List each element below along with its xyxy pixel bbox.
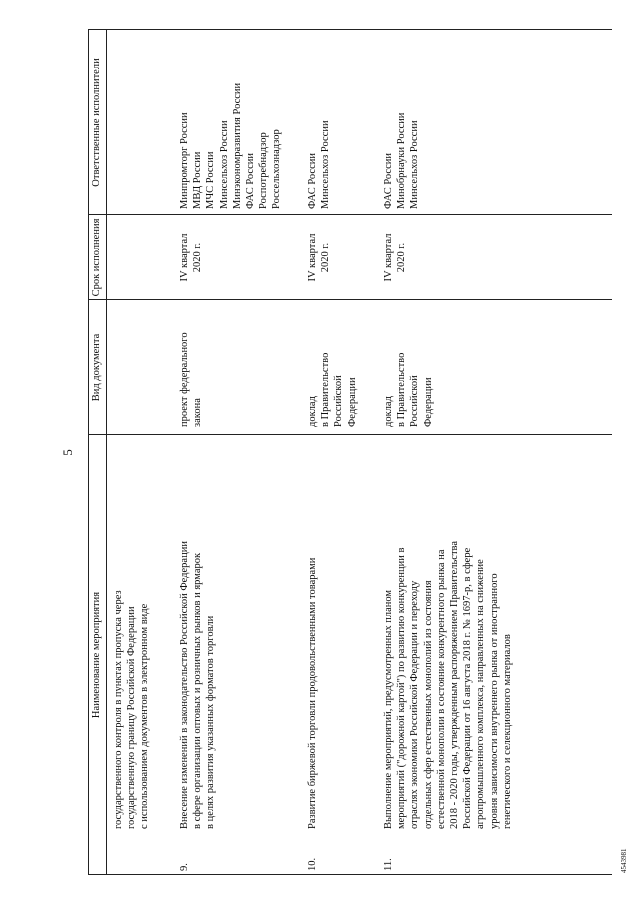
- header-deadline: Срок исполнения: [91, 218, 102, 297]
- row-name: Внесение изменений в законодательство Российской Федерации в сфере организации оптовых и розничных рынков и ярмарок в целях развития указанных форматов торговли: [179, 541, 217, 829]
- rotated-page: [60, 30, 628, 875]
- column-divider: [88, 299, 612, 300]
- row-deadline: IV квартал 2020 г.: [383, 233, 408, 282]
- column-divider: [88, 214, 612, 215]
- row-deadline: IV квартал 2020 г.: [179, 233, 204, 282]
- header-name: Наименование мероприятия: [91, 591, 102, 719]
- row-deadline: IV квартал 2020 г.: [307, 233, 332, 282]
- row-doc-type: проект федерального закона: [179, 332, 204, 427]
- row-number: 10.: [307, 857, 318, 871]
- table-border-left: [88, 874, 612, 875]
- row-executors: ФАС России Минобрнауки России Минсельхоз России: [383, 112, 421, 209]
- header-doc-type: Вид документа: [91, 333, 102, 402]
- row-executors: ФАС России Минсельхоз России: [307, 120, 332, 209]
- page-number: 5: [60, 449, 75, 456]
- row-executors: Минпромторг России МВД России МЧС России Минсельхоз России Минэкономразвития России ФАС России Роспотребнадзор Россельхознадзор: [179, 82, 283, 209]
- row-name: Развитие биржевой торговли продовольственными товарами: [307, 557, 318, 829]
- row-name: Выполнение мероприятий, предусмотренных планом мероприятий ("дорожной картой") по развитию конкуренции в отраслях экономики Российской Федерации и переходу отдельных сфер естественных монополий из состояния естественной монополии в состояние конкурентного рынка на 2018 - 2020 годы, утвержденным распоряжением Правительства Российской Федерации от 16 августа 2018 г. № 1697-р, в сфере агропромышленного комплекса, направленных на снижение уровня зависимости внутреннего рынка от иностранного генетического и селекционного материалов: [383, 540, 513, 829]
- row-number: 9.: [179, 863, 190, 871]
- column-divider: [88, 434, 612, 435]
- document-code: 4543981: [620, 848, 628, 873]
- continuation-text: государственного контроля в пунктах пропуска через государственную границу Российской Федерации с использованием документов в электронном виде: [113, 590, 151, 829]
- row-doc-type: доклад в Правительство Российской Федерации: [383, 352, 434, 427]
- row-number: 11.: [383, 858, 394, 871]
- header-executors: Ответственные исполнители: [91, 58, 102, 187]
- header-bottom-rule: [106, 30, 107, 875]
- table-border-right: [88, 29, 612, 30]
- row-doc-type: доклад в Правительство Российской Федерации: [307, 352, 358, 427]
